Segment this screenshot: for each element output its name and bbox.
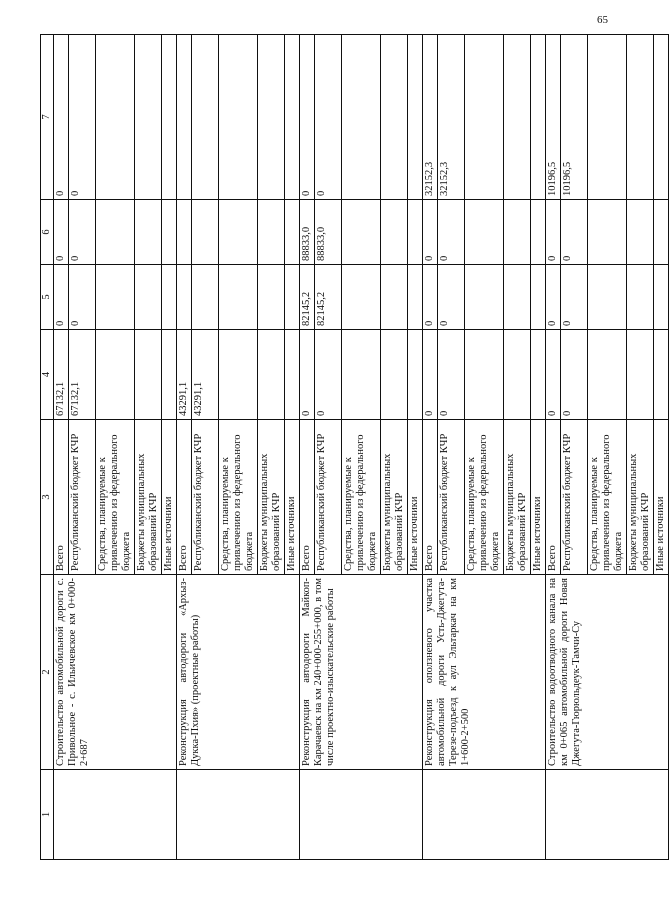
amount-cell-c5 bbox=[465, 265, 504, 330]
amount-cell-c6 bbox=[285, 200, 300, 265]
amount-cell-c6 bbox=[627, 200, 654, 265]
amount-cell-c5 bbox=[342, 265, 381, 330]
amount-cell-c4: 0 bbox=[300, 330, 315, 420]
funding-source-cell: Республиканский бюджет КЧР bbox=[561, 420, 588, 575]
funding-source-cell: Средства, планируемые к привлечению из федерального бюджета bbox=[96, 420, 135, 575]
amount-cell-c7 bbox=[258, 35, 285, 200]
amount-cell-c5 bbox=[408, 265, 423, 330]
table-row bbox=[546, 35, 561, 860]
funding-table bbox=[40, 34, 669, 860]
amount-cell-c5: 0 bbox=[423, 265, 438, 330]
amount-cell-c6 bbox=[342, 200, 381, 265]
funding-source-cell: Всего bbox=[54, 420, 69, 575]
row-number-cell bbox=[300, 770, 423, 860]
amount-cell-c4 bbox=[627, 330, 654, 420]
row-number-cell bbox=[177, 770, 300, 860]
funding-source-cell: Иные источники bbox=[285, 420, 300, 575]
amount-cell-c5 bbox=[258, 265, 285, 330]
amount-cell-c5: 0 bbox=[438, 265, 465, 330]
amount-cell-c6 bbox=[135, 200, 162, 265]
amount-cell-c4: 67132,1 bbox=[69, 330, 96, 420]
amount-cell-c4 bbox=[219, 330, 258, 420]
amount-cell-c7 bbox=[192, 35, 219, 200]
funding-source-cell: Иные источники bbox=[654, 420, 669, 575]
amount-cell-c7: 0 bbox=[300, 35, 315, 200]
amount-cell-c6 bbox=[531, 200, 546, 265]
row-number-cell bbox=[423, 770, 546, 860]
amount-cell-c7 bbox=[177, 35, 192, 200]
amount-cell-c7 bbox=[162, 35, 177, 200]
rotated-table-sheet bbox=[40, 35, 666, 860]
amount-cell-c5 bbox=[588, 265, 627, 330]
funding-source-cell: Республиканский бюджет КЧР bbox=[315, 420, 342, 575]
amount-cell-c4 bbox=[381, 330, 408, 420]
col-header-5: 5 bbox=[41, 265, 54, 330]
amount-cell-c5 bbox=[381, 265, 408, 330]
funding-source-cell: Всего bbox=[177, 420, 192, 575]
amount-cell-c6: 0 bbox=[546, 200, 561, 265]
funding-source-cell: Иные источники bbox=[408, 420, 423, 575]
amount-cell-c4 bbox=[342, 330, 381, 420]
amount-cell-c7 bbox=[96, 35, 135, 200]
row-number-cell bbox=[54, 770, 177, 860]
amount-cell-c4: 0 bbox=[315, 330, 342, 420]
amount-cell-c5: 0 bbox=[546, 265, 561, 330]
amount-cell-c7: 10196,5 bbox=[546, 35, 561, 200]
table-row bbox=[54, 35, 69, 860]
amount-cell-c6: 0 bbox=[561, 200, 588, 265]
amount-cell-c4 bbox=[504, 330, 531, 420]
amount-cell-c4: 0 bbox=[561, 330, 588, 420]
amount-cell-c7 bbox=[627, 35, 654, 200]
amount-cell-c5 bbox=[627, 265, 654, 330]
row-number-cell bbox=[546, 770, 669, 860]
amount-cell-c4 bbox=[162, 330, 177, 420]
amount-cell-c6 bbox=[192, 200, 219, 265]
amount-cell-c7: 32152,3 bbox=[423, 35, 438, 200]
amount-cell-c6 bbox=[162, 200, 177, 265]
funding-source-cell: Бюджеты муниципальных образований КЧР bbox=[504, 420, 531, 575]
amount-cell-c7: 0 bbox=[54, 35, 69, 200]
amount-cell-c5: 82145,2 bbox=[300, 265, 315, 330]
page-number: 65 bbox=[597, 14, 608, 26]
funding-source-cell: Республиканский бюджет КЧР bbox=[69, 420, 96, 575]
amount-cell-c5: 82145,2 bbox=[315, 265, 342, 330]
amount-cell-c7 bbox=[531, 35, 546, 200]
amount-cell-c4: 43291,1 bbox=[192, 330, 219, 420]
col-header-7: 7 bbox=[41, 35, 54, 200]
col-header-4: 4 bbox=[41, 330, 54, 420]
amount-cell-c6 bbox=[381, 200, 408, 265]
amount-cell-c4 bbox=[465, 330, 504, 420]
funding-source-cell: Республиканский бюджет КЧР bbox=[438, 420, 465, 575]
amount-cell-c7 bbox=[342, 35, 381, 200]
amount-cell-c5: 0 bbox=[54, 265, 69, 330]
amount-cell-c6: 0 bbox=[54, 200, 69, 265]
amount-cell-c5 bbox=[162, 265, 177, 330]
amount-cell-c6 bbox=[258, 200, 285, 265]
funding-source-cell: Всего bbox=[546, 420, 561, 575]
amount-cell-c6 bbox=[654, 200, 669, 265]
project-name-cell: Реконструкция автодороги Майкоп-Карачаевск на км 240+000-255+000, в том числе проектно-изыскательские работы bbox=[300, 575, 423, 770]
amount-cell-c6 bbox=[588, 200, 627, 265]
amount-cell-c7 bbox=[654, 35, 669, 200]
col-header-3: 3 bbox=[41, 420, 54, 575]
amount-cell-c7: 0 bbox=[315, 35, 342, 200]
amount-cell-c5 bbox=[531, 265, 546, 330]
funding-source-cell: Средства, планируемые к привлечению из федерального бюджета bbox=[465, 420, 504, 575]
amount-cell-c7 bbox=[588, 35, 627, 200]
amount-cell-c6 bbox=[177, 200, 192, 265]
amount-cell-c4 bbox=[588, 330, 627, 420]
amount-cell-c6 bbox=[465, 200, 504, 265]
amount-cell-c5 bbox=[177, 265, 192, 330]
amount-cell-c6 bbox=[219, 200, 258, 265]
amount-cell-c4: 0 bbox=[438, 330, 465, 420]
amount-cell-c7 bbox=[504, 35, 531, 200]
col-header-1: 1 bbox=[41, 770, 54, 860]
amount-cell-c7: 0 bbox=[69, 35, 96, 200]
funding-source-cell: Иные источники bbox=[162, 420, 177, 575]
amount-cell-c6: 88833,0 bbox=[300, 200, 315, 265]
funding-source-cell: Средства, планируемые к привлечению из федерального бюджета bbox=[588, 420, 627, 575]
amount-cell-c5 bbox=[654, 265, 669, 330]
amount-cell-c7 bbox=[381, 35, 408, 200]
amount-cell-c4: 67132,1 bbox=[54, 330, 69, 420]
amount-cell-c6: 0 bbox=[69, 200, 96, 265]
funding-source-cell: Всего bbox=[423, 420, 438, 575]
project-name-cell: Реконструкция автодороги «Архыз-Дукка-Пхия» (проектные работы) bbox=[177, 575, 300, 770]
amount-cell-c5: 0 bbox=[69, 265, 96, 330]
amount-cell-c5 bbox=[135, 265, 162, 330]
funding-source-cell: Бюджеты муниципальных образований КЧР bbox=[627, 420, 654, 575]
funding-source-cell: Бюджеты муниципальных образований КЧР bbox=[135, 420, 162, 575]
funding-source-cell: Средства, планируемые к привлечению из федерального бюджета bbox=[342, 420, 381, 575]
amount-cell-c6 bbox=[96, 200, 135, 265]
funding-source-cell: Всего bbox=[300, 420, 315, 575]
col-header-2: 2 bbox=[41, 575, 54, 770]
amount-cell-c5: 0 bbox=[561, 265, 588, 330]
amount-cell-c4: 0 bbox=[546, 330, 561, 420]
amount-cell-c7 bbox=[285, 35, 300, 200]
amount-cell-c7 bbox=[135, 35, 162, 200]
amount-cell-c4 bbox=[96, 330, 135, 420]
table-row bbox=[300, 35, 315, 860]
table-row bbox=[177, 35, 192, 860]
amount-cell-c6 bbox=[408, 200, 423, 265]
project-name-cell: Строительство водоотводного канала на км 0+065 автомобильной дороги Новая Джегута-Гюрюльдеук-Тамчи-Су bbox=[546, 575, 669, 770]
funding-source-cell: Республиканский бюджет КЧР bbox=[192, 420, 219, 575]
amount-cell-c6: 0 bbox=[423, 200, 438, 265]
amount-cell-c4: 0 bbox=[423, 330, 438, 420]
amount-cell-c4 bbox=[258, 330, 285, 420]
amount-cell-c5 bbox=[219, 265, 258, 330]
funding-source-cell: Иные источники bbox=[531, 420, 546, 575]
project-name-cell: Реконструкция оползневого участка автомобильной дороги Усть-Джегута-Терезе-подъезд к аул Эльтаркач на км 1+600-2+500 bbox=[423, 575, 546, 770]
amount-cell-c7 bbox=[465, 35, 504, 200]
amount-cell-c5 bbox=[96, 265, 135, 330]
amount-cell-c4 bbox=[135, 330, 162, 420]
amount-cell-c4 bbox=[654, 330, 669, 420]
amount-cell-c6: 0 bbox=[438, 200, 465, 265]
funding-source-cell: Бюджеты муниципальных образований КЧР bbox=[381, 420, 408, 575]
header-row bbox=[41, 35, 54, 860]
amount-cell-c7 bbox=[219, 35, 258, 200]
amount-cell-c4 bbox=[408, 330, 423, 420]
funding-source-cell: Средства, планируемые к привлечению из федерального бюджета bbox=[219, 420, 258, 575]
amount-cell-c7 bbox=[408, 35, 423, 200]
amount-cell-c5 bbox=[504, 265, 531, 330]
amount-cell-c6 bbox=[504, 200, 531, 265]
col-header-6: 6 bbox=[41, 200, 54, 265]
table-body bbox=[54, 35, 669, 860]
amount-cell-c5 bbox=[192, 265, 219, 330]
amount-cell-c5 bbox=[285, 265, 300, 330]
amount-cell-c7: 32152,3 bbox=[438, 35, 465, 200]
amount-cell-c4: 43291,1 bbox=[177, 330, 192, 420]
amount-cell-c6: 88833,0 bbox=[315, 200, 342, 265]
table-row bbox=[423, 35, 438, 860]
amount-cell-c4 bbox=[531, 330, 546, 420]
project-name-cell: Строительство автомобильной дороги с. Привольное - с. Ильичевское км 0+000-2+687 bbox=[54, 575, 177, 770]
amount-cell-c7: 10196,5 bbox=[561, 35, 588, 200]
amount-cell-c4 bbox=[285, 330, 300, 420]
funding-source-cell: Бюджеты муниципальных образований КЧР bbox=[258, 420, 285, 575]
